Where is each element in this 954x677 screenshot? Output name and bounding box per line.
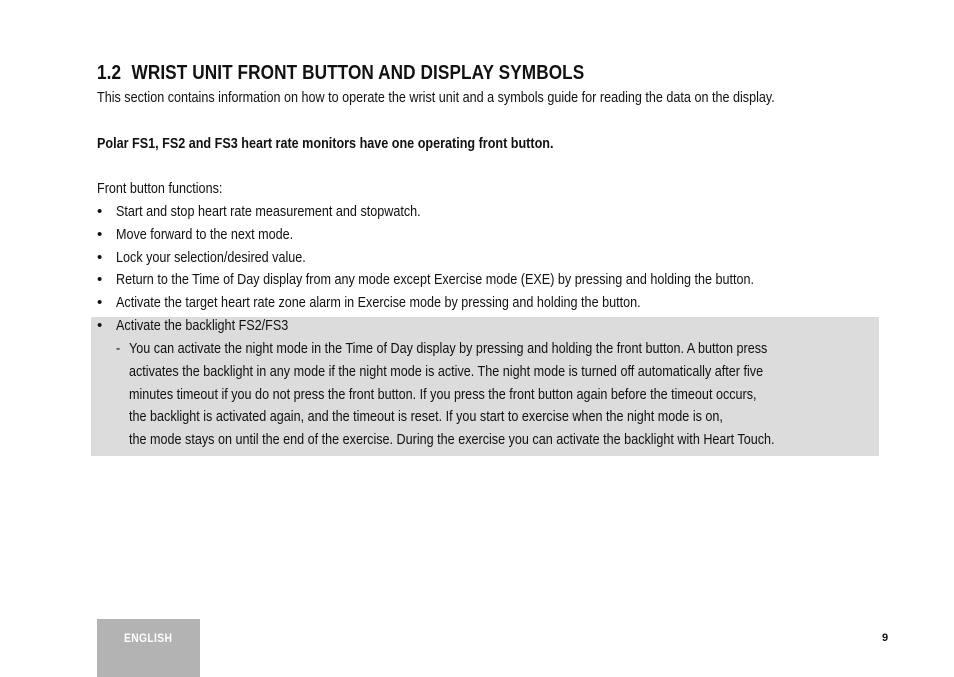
language-tab [97,619,200,677]
sub-item-line: the backlight is activated again, and the timeout is reset. If you start to exercise when the night mode is on, [129,408,723,426]
sub-item-line: activates the backlight in any mode if the night mode is active. The night mode is turned off automatically after five [129,362,764,380]
bullet-icon: • [97,294,103,312]
section-title-text: WRIST UNIT FRONT BUTTON AND DISPLAY SYMBOLS [131,62,585,84]
page-number: 9 [882,632,889,644]
intro-paragraph: This section contains information on how to operate the wrist unit and a symbols guide for reading the data on the display. [97,89,775,106]
dash-icon: - [116,340,121,357]
language-label: ENGLISH [124,631,173,645]
section-number: 1.2 [97,62,122,84]
functions-label: Front button functions: [97,180,223,197]
lead-statement: Polar FS1, FS2 and FS3 heart rate monitors have one operating front button. [97,135,554,152]
bullet-icon: • [97,271,103,289]
section-title [97,62,584,85]
sub-item-line: You can activate the night mode in the Time of Day display by pressing and holding the front button. A button press [129,340,768,357]
bullet-icon: • [97,316,103,334]
manual-page: 1.2 WRIST UNIT FRONT BUTTON AND DISPLAY SYMBOLS This section contains information on how to operate the wrist unit and a symbols guide for reading the data on the display. Polar FS1, FS2 and FS3 heart rate monitors have one operating front button. Front button functions: • Start and stop heart rate measurement and stopwatch. • Move forward to the next mode. • Lock your selection/desired value. • Return to the Time of Day display from any mode except Exercise mode (EXE) by pressing and holding the button. • Activate the target heart rate zone alarm in Exercise mode by pressing and holding the button. • Activate the backlight FS2/FS3 - You can activate the night mode in the Time of Day display by pressing and holding the front button. A button press activates the backlight in any mode if the night mode is active. The night mode is turned off automatically after five minutes timeout if you do not press the front button. If you press the front button again before the timeout occurs, the backlight is activated again, and the timeout is reset. If you start to exercise when the night mode is on, the mode stays on until the end of the exercise. During the exercise you can activate the backlight with Heart Touch. ENGLISH 9 [0,0,954,677]
sub-item-line: the mode stays on until the end of the exercise. During the exercise you can activate the backlight with Heart Touch. [129,431,775,449]
bullet-icon: • [97,225,103,243]
bullet-icon: • [97,248,103,266]
bullet-icon: • [97,203,103,220]
sub-item-line: minutes timeout if you do not press the front button. If you press the front button again before the timeout occurs, [129,385,757,403]
